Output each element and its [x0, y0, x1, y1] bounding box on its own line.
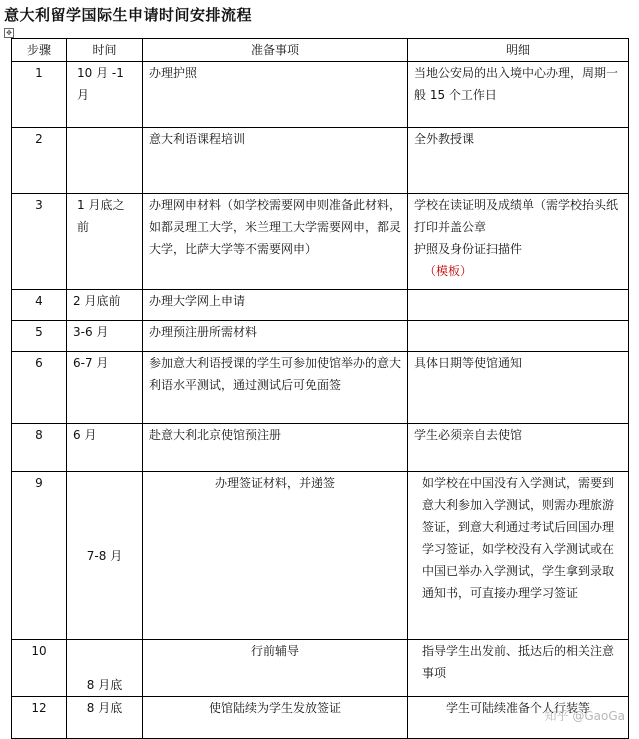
header-step: 步骤 [12, 39, 67, 62]
row-prep: 办理预注册所需材料 [143, 321, 408, 352]
row-time: 8 月底 [67, 697, 143, 739]
table-row [12, 640, 629, 697]
row-prep: 办理签证材料，并递签 [143, 472, 408, 640]
table-row [12, 424, 629, 472]
table-row [12, 194, 629, 290]
template-link[interactable]: （模板） [424, 264, 473, 278]
row-step: 2 [12, 128, 67, 194]
table-row [12, 472, 629, 640]
row-detail [408, 194, 629, 290]
row-time: 10 月 -1 月 [67, 62, 143, 128]
row-step: 9 [12, 472, 67, 640]
row-time: 2 月底前 [67, 290, 143, 321]
header-detail: 明细 [408, 39, 629, 62]
watermark: 知乎 @GaoGa [544, 709, 625, 723]
row-step: 12 [12, 697, 67, 739]
row-step: 3 [12, 194, 67, 290]
row-detail [408, 290, 629, 321]
row-step: 1 [12, 62, 67, 128]
row-time: 6-7 月 [67, 352, 143, 424]
row-time: 7-8 月 [67, 472, 143, 640]
row-step: 6 [12, 352, 67, 424]
row-prep: 办理网申材料（如学校需要网申则准备此材料，如都灵理工大学，米兰理工大学需要网申，都灵大学，比萨大学等不需要网申） [143, 194, 408, 290]
row-prep: 赴意大利北京使馆预注册 [143, 424, 408, 472]
header-prep: 准备事项 [143, 39, 408, 62]
row-prep: 行前辅导 [143, 640, 408, 697]
row-prep: 参加意大利语授课的学生可参加使馆举办的意大利语水平测试，通过测试后可免面签 [143, 352, 408, 424]
row-time [67, 128, 143, 194]
row-step: 10 [12, 640, 67, 697]
row-prep: 意大利语课程培训 [143, 128, 408, 194]
document-title: 意大利留学国际生申请时间安排流程 [4, 6, 253, 24]
table-move-handle-icon[interactable]: ✥ [4, 28, 14, 38]
header-time: 时间 [67, 39, 143, 62]
row-prep: 办理大学网上申请 [143, 290, 408, 321]
detail-line: 护照及身份证扫描件 [414, 242, 523, 256]
row-detail: 如学校在中国没有入学测试，需要到意大利参加入学测试，则需办理旅游签证，到意大利通过考试后回国办理学习签证，如学校没有入学测试或在中国已举办入学测试，学生拿到录取通知书，可直接办理学习签证 [408, 472, 629, 640]
table-row [12, 697, 629, 739]
table-header-row [12, 39, 629, 62]
row-detail: 具体日期等使馆通知 [408, 352, 629, 424]
table-row [12, 290, 629, 321]
table-row [12, 128, 629, 194]
row-time: 6 月 [67, 424, 143, 472]
row-detail: 学生可陆续准备个人行装等 [408, 697, 629, 739]
row-detail [408, 321, 629, 352]
row-detail: 学生必须亲自去使馆 [408, 424, 629, 472]
schedule-table [11, 38, 629, 739]
row-time: 8 月底 [67, 640, 143, 697]
row-prep: 使馆陆续为学生发放签证 [143, 697, 408, 739]
row-detail: 当地公安局的出入境中心办理，周期一般 15 个工作日 [408, 62, 629, 128]
row-detail: 指导学生出发前、抵达后的相关注意事项 [408, 640, 629, 697]
detail-line: 学校在读证明及成绩单（需学校抬头纸打印并盖公章 [414, 198, 619, 234]
table-row [12, 352, 629, 424]
row-time: 1 月底之前 [67, 194, 143, 290]
row-step: 5 [12, 321, 67, 352]
row-detail: 全外教授课 [408, 128, 629, 194]
row-time: 3-6 月 [67, 321, 143, 352]
row-step: 4 [12, 290, 67, 321]
table-row [12, 62, 629, 128]
row-step: 8 [12, 424, 67, 472]
row-prep: 办理护照 [143, 62, 408, 128]
table-row [12, 321, 629, 352]
